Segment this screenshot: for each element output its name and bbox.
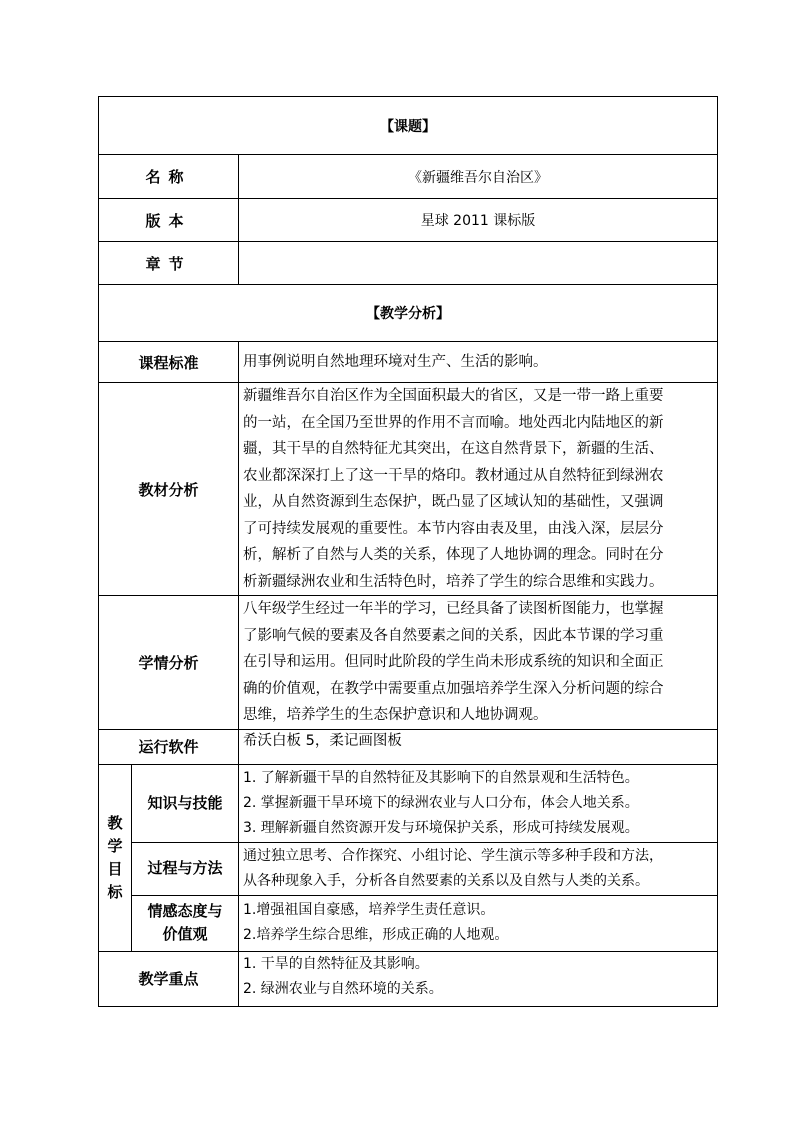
- teaching-goals-label: [99, 764, 132, 951]
- text-line: 在引导和运用。但同时此阶段的学生尚未形成系统的知识和全面正: [243, 654, 664, 670]
- lesson-plan-table: [98, 96, 718, 1007]
- software-value: 希沃白板 5，柔记画图板: [239, 729, 718, 764]
- name-row: [99, 155, 718, 199]
- key-points-text: [239, 951, 718, 1006]
- text-line: 确的价值观，在教学中需要重点加强培养学生深入分析问题的综合: [243, 680, 664, 697]
- label-char: 教: [107, 813, 123, 832]
- text-line: 的一站，在全国乃至世界的作用不言而喻。地处西北内陆地区的新: [243, 414, 664, 431]
- label-char: 学: [107, 836, 123, 855]
- process-label: 过程与方法: [132, 842, 239, 895]
- attitude-label: [132, 895, 239, 951]
- chapter-value: [239, 242, 718, 285]
- attitude-row: [99, 895, 718, 951]
- text-line: 1.增强祖国自豪感，培养学生责任意识。: [243, 902, 495, 918]
- text-line: 3. 理解新疆自然资源开发与环境保护关系，形成可持续发展观。: [243, 819, 639, 836]
- curriculum-standard-label: 课程标准: [99, 342, 239, 383]
- analysis-header: 【教学分析】: [99, 285, 718, 342]
- edition-row: [99, 199, 718, 242]
- label-char: 标: [107, 882, 123, 901]
- text-line: 2. 掌握新疆干旱环境下的绿洲农业与人口分布，体会人地关系。: [243, 794, 639, 811]
- edition-value: 星球 2011 课标版: [239, 199, 718, 242]
- knowledge-row: [99, 764, 718, 842]
- curriculum-standard-row: [99, 342, 718, 383]
- text-line: 通过独立思考、合作探究、小组讨论、学生演示等多种手段和方法，: [243, 847, 663, 864]
- software-label: 运行软件: [99, 729, 239, 764]
- edition-label: 版本: [99, 199, 239, 242]
- text-line: 疆，其干旱的自然特征尤其突出，在这自然背景下，新疆的生活、: [243, 441, 664, 457]
- text-line: 了可持续发展观的重要性。本节内容由表及里，由浅入深，层层分: [243, 520, 664, 537]
- student-analysis-label: 学情分析: [99, 596, 239, 730]
- text-line: 业，从自然资源到生态保护，既凸显了区域认知的基础性，又强调: [243, 494, 664, 510]
- textbook-analysis-label: 教材分析: [99, 383, 239, 596]
- text-line: 1. 了解新疆干旱的自然特征及其影响下的自然景观和生活特色。: [243, 769, 639, 786]
- label-line: 情感态度与: [147, 902, 223, 920]
- key-points-row: [99, 951, 718, 1006]
- knowledge-label: 知识与技能: [132, 764, 239, 842]
- text-line: 2.培养学生综合思维，形成正确的人地观。: [243, 927, 509, 943]
- knowledge-text: [239, 764, 718, 842]
- attitude-text: [239, 895, 718, 951]
- lesson-header: 【课题】: [99, 97, 718, 155]
- key-points-label: 教学重点: [99, 951, 239, 1006]
- chapter-label: 章节: [99, 242, 239, 285]
- text-line: 析新疆绿洲农业和生活特色时，培养了学生的综合思维和实践力。: [243, 573, 664, 590]
- name-value: 《新疆维吾尔自治区》: [239, 155, 718, 199]
- student-analysis-text: [239, 596, 718, 730]
- text-line: 了影响气候的要素及各自然要素之间的关系，因此本节课的学习重: [243, 627, 664, 644]
- text-line: 新疆维吾尔自治区作为全国面积最大的省区，又是一带一路上重要: [243, 388, 664, 404]
- text-line: 农业都深深打上了这一干旱的烙印。教材通过从自然特征到绿洲农: [243, 467, 664, 484]
- lesson-header-row: [99, 97, 718, 155]
- software-row: [99, 729, 718, 764]
- curriculum-standard-value: 用事例说明自然地理环境对生产、生活的影响。: [239, 342, 718, 383]
- textbook-analysis-text: [239, 383, 718, 596]
- label-line: 价值观: [162, 925, 208, 943]
- analysis-header-row: [99, 285, 718, 342]
- text-line: 2. 绿洲农业与自然环境的关系。: [243, 980, 443, 997]
- label-char: 目: [107, 859, 123, 878]
- text-line: 从各种现象入手，分析各自然要素的关系以及自然与人类的关系。: [243, 872, 649, 889]
- text-line: 思维，培养学生的生态保护意识和人地协调观。: [243, 707, 548, 723]
- textbook-analysis-row: [99, 383, 718, 596]
- text-line: 八年级学生经过一年半的学习，已经具备了读图析图能力，也掌握: [243, 601, 664, 617]
- text-line: 析，解析了自然与人类的关系，体现了人地协调的理念。同时在分: [243, 547, 664, 563]
- process-text: [239, 842, 718, 895]
- process-row: [99, 842, 718, 895]
- chapter-row: [99, 242, 718, 285]
- student-analysis-row: [99, 596, 718, 730]
- name-label: 名称: [99, 155, 239, 199]
- text-line: 1. 干旱的自然特征及其影响。: [243, 955, 429, 972]
